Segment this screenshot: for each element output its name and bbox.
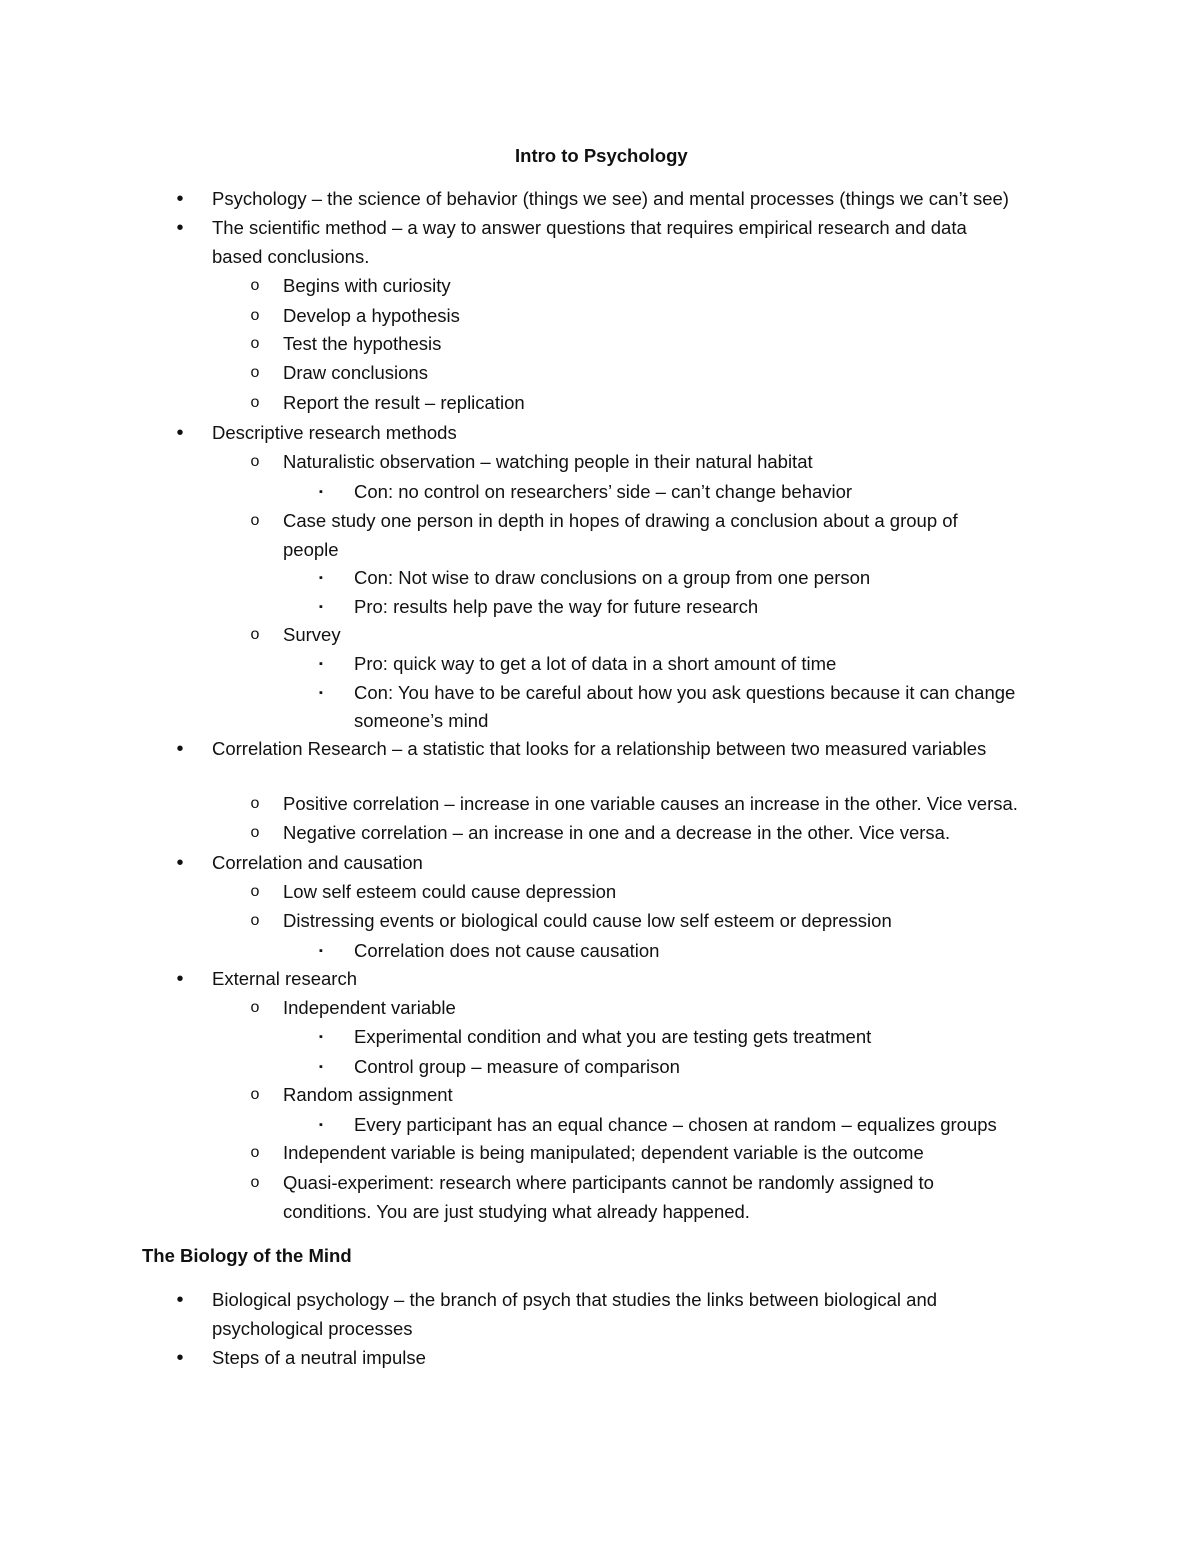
- bullet-level-1: •: [176, 217, 184, 239]
- bullet-level-2: o: [250, 1086, 260, 1103]
- list-item-text: Psychology – the science of behavior (things we see) and mental processes (things we can’t see): [212, 188, 1009, 209]
- list-item-text: Random assignment: [283, 1084, 453, 1105]
- bullet-level-1: •: [176, 1347, 184, 1369]
- bullet-level-3: ▪: [319, 687, 323, 699]
- bullet-level-2: o: [250, 307, 260, 324]
- list-item-text: Correlation and causation: [212, 852, 423, 873]
- list-item-text: people: [283, 539, 339, 560]
- bullet-level-1: •: [176, 422, 184, 444]
- list-item-text: Negative correlation – an increase in one and a decrease in the other. Vice versa.: [283, 822, 951, 843]
- list-item-text: Test the hypothesis: [283, 333, 442, 354]
- bullet-level-2: o: [250, 277, 260, 294]
- bullet-level-2: o: [250, 626, 260, 643]
- bullet-level-3: ▪: [319, 486, 323, 498]
- list-item-text: based conclusions.: [212, 246, 370, 267]
- list-item-text: Draw conclusions: [283, 362, 428, 383]
- bullet-level-3: ▪: [319, 945, 323, 957]
- list-item-text: Con: no control on researchers’ side – can’t change behavior: [354, 481, 853, 502]
- list-item-text: Pro: results help pave the way for future research: [354, 596, 759, 617]
- list-item-text: Steps of a neutral impulse: [212, 1347, 426, 1368]
- list-item-text: Pro: quick way to get a lot of data in a short amount of time: [354, 653, 837, 674]
- bullet-level-3: ▪: [319, 658, 323, 670]
- list-item-text: Con: Not wise to draw conclusions on a group from one person: [354, 567, 871, 588]
- list-item-text: someone’s mind: [354, 710, 489, 731]
- bullet-level-1: •: [176, 738, 184, 760]
- list-item-text: Case study one person in depth in hopes of drawing a conclusion about a group of: [283, 510, 958, 531]
- bullet-level-2: o: [250, 453, 260, 470]
- list-item-text: Positive correlation – increase in one variable causes an increase in the other. Vice versa.: [283, 793, 1018, 814]
- bullet-level-1: •: [176, 852, 184, 874]
- bullet-level-3: ▪: [319, 1031, 323, 1043]
- list-item-text: Experimental condition and what you are testing gets treatment: [354, 1026, 872, 1047]
- list-item-text: Develop a hypothesis: [283, 305, 460, 326]
- bullet-level-2: o: [250, 1174, 260, 1191]
- list-item-text: Report the result – replication: [283, 392, 525, 413]
- list-item-text: Distressing events or biological could cause low self esteem or depression: [283, 910, 892, 931]
- list-item-text: Naturalistic observation – watching people in their natural habitat: [283, 451, 813, 472]
- list-item-text: Low self esteem could cause depression: [283, 881, 617, 902]
- bullet-level-2: o: [250, 364, 260, 381]
- list-item-text: Correlation does not cause causation: [354, 940, 660, 961]
- bullet-level-2: o: [250, 512, 260, 529]
- bullet-level-2: o: [250, 335, 260, 352]
- bullet-level-2: o: [250, 795, 260, 812]
- bullet-level-1: •: [176, 968, 184, 990]
- bullet-level-2: o: [250, 824, 260, 841]
- section-heading: The Biology of the Mind: [142, 1245, 352, 1266]
- list-item-text: Correlation Research – a statistic that looks for a relationship between two measured variables: [212, 738, 987, 759]
- list-item-text: Con: You have to be careful about how you ask questions because it can change: [354, 682, 1016, 703]
- bullet-level-3: ▪: [319, 601, 323, 613]
- bullet-level-2: o: [250, 999, 260, 1016]
- list-item-text: Quasi-experiment: research where participants cannot be randomly assigned to: [283, 1172, 934, 1193]
- list-item-text: External research: [212, 968, 357, 989]
- list-item-text: Control group – measure of comparison: [354, 1056, 680, 1077]
- list-item-text: Every participant has an equal chance – chosen at random – equalizes groups: [354, 1114, 997, 1135]
- page-title: Intro to Psychology: [515, 145, 688, 166]
- bullet-level-2: o: [250, 883, 260, 900]
- list-item-text: Descriptive research methods: [212, 422, 457, 443]
- list-item-text: Begins with curiosity: [283, 275, 451, 296]
- list-item-text: Biological psychology – the branch of psych that studies the links between biological and: [212, 1289, 938, 1310]
- list-item-text: Independent variable is being manipulated; dependent variable is the outcome: [283, 1142, 924, 1163]
- bullet-level-1: •: [176, 188, 184, 210]
- bullet-level-3: ▪: [319, 572, 323, 584]
- list-item-text: Survey: [283, 624, 341, 645]
- list-item-text: conditions. You are just studying what already happened.: [283, 1201, 750, 1222]
- bullet-level-2: o: [250, 912, 260, 929]
- list-item-text: Independent variable: [283, 997, 456, 1018]
- bullet-level-3: ▪: [319, 1119, 323, 1131]
- bullet-level-3: ▪: [319, 1061, 323, 1073]
- bullet-level-1: •: [176, 1289, 184, 1311]
- bullet-level-2: o: [250, 394, 260, 411]
- list-item-text: The scientific method – a way to answer questions that requires empirical research and data: [212, 217, 967, 238]
- list-item-text: psychological processes: [212, 1318, 413, 1339]
- bullet-level-2: o: [250, 1144, 260, 1161]
